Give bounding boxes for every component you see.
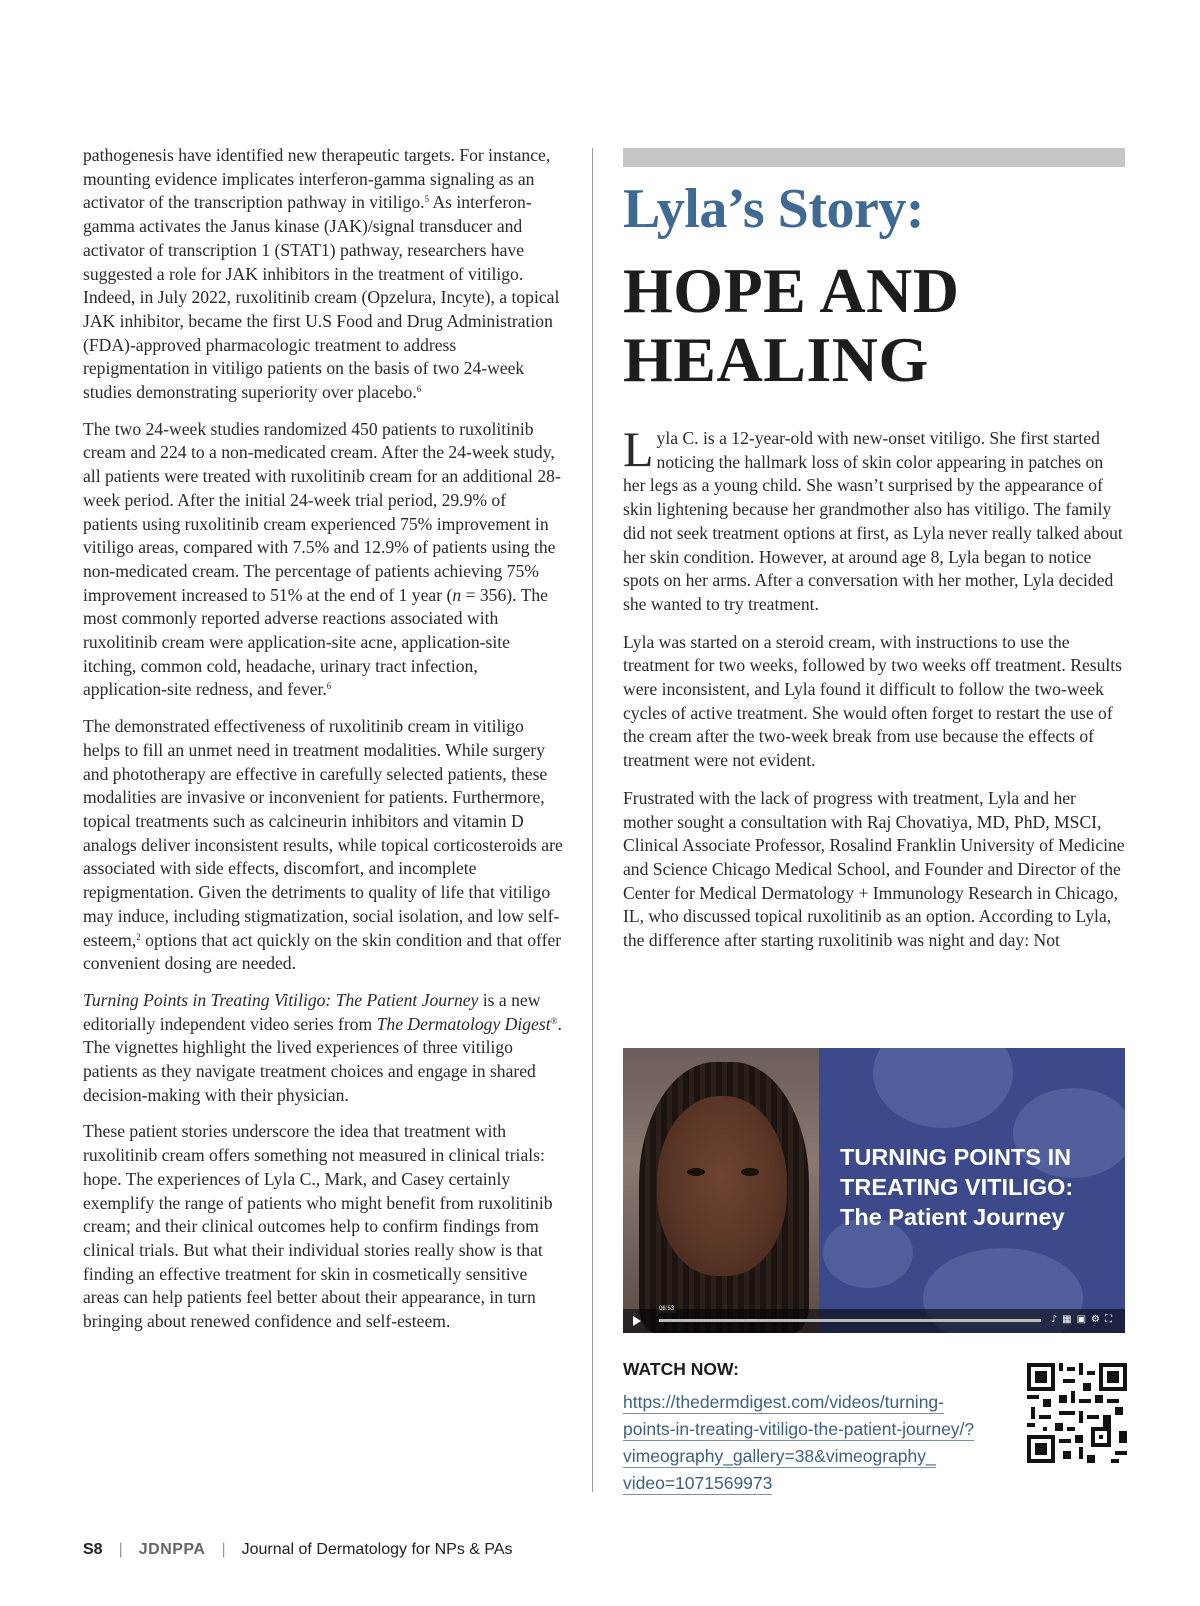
face — [657, 1096, 787, 1276]
separator: | — [118, 1541, 123, 1558]
reference-marker: 5 — [424, 194, 430, 205]
play-icon[interactable] — [633, 1316, 641, 1326]
paragraph: These patient stories underscore the idea that treatment with ruxolitinib cream offers something not measured in clinical trials: hope. The experiences of Lyla C., Mark, and Casey certainly exemplify the range of patients who might benefit from ruxolitinib cream; and their clinical outcomes help to confirm findings from clinical trials. But what their individual stories really show is that finding an effective treatment for skin in cosmetically sensitive areas can help patients feel better about their appearance, in turn bringing about renewed confidence and self-esteem. — [83, 1121, 553, 1332]
patient-photo — [623, 1048, 819, 1333]
paragraph: Lyla C. is a 12-year-old with new-onset vitiligo. She first started noticing the hallmark loss of skin color appearing in patches on her legs as a young child. She wasn’t surprised by the appearance of skin lightening because her grandmother also has vitiligo. The family did not seek treatment options at first, as Lyla never really talked about her skin condition. However, at around age 8, Lyla began to notice spots on her arms. After a conversation with her mother, Lyla decided she wanted to try treatment. — [623, 421, 1123, 614]
paragraph: The demonstrated effectiveness of ruxolitinib cream in vitiligo helps to fill an unmet need in treatment modalities. While surgery and phototherapy are effective in carefully selected patients, these modalities are invasive or inconvenient for patients. Furthermore, topical treatments such as calcineurin inhibitors and vitamin D analogs deliver inconsistent results, while topical corticosteroids are associated with side effects, discomfort, and incomplete repigmentation. Given the detriments to quality of life that vitiligo may induce, including stigmatization, social isolation, and low self-esteem,$^2$ options that act quickly on the skin condition and that offer convenient dosing are needed. — [83, 716, 563, 974]
video-controls — [623, 1306, 1125, 1333]
page-footer — [83, 1541, 513, 1559]
watch-now-block — [623, 1359, 1013, 1498]
paragraph: pathogenesis have identified new therapeutic targets. For instance, mounting evidence implicates interferon-gamma signaling as an activator of the transcription pathway in vitiligo.$^5$ As interferon-gamma activates the Janus kinase (JAK)/signal transducer and activator of transcription 1 (STAT1) pathway, researchers have suggested a role for JAK inhibitors in the treatment of vitiligo. Indeed, in July 2022, ruxolitinib cream (Opzelura, Incyte), a topical JAK inhibitor, became the first U.S Food and Drug Administration (FDA)-approved pharmacologic treatment to address repigmentation in vitiligo patients on the basis of two 24-week studies demonstrating superiority over placebo.$^6$ — [83, 145, 560, 403]
separator: | — [221, 1541, 226, 1558]
video-link[interactable]: https://thedermdigest.com/videos/turning- points-in-treating-vitiligo-the-patient-journey/? vimeography_gallery=38&vimeography_ video=1071569973 — [623, 1392, 975, 1493]
fullscreen-icon[interactable]: ⛶ — [1105, 1314, 1117, 1325]
captions-icon[interactable]: ▦ — [1062, 1314, 1077, 1325]
paragraph: Lyla was started on a steroid cream, with instructions to use the treatment for two weeks, followed by two weeks off treatment. Results were inconsistent, and Lyla found it difficult to follow the two-week cycles of active treatment. She would often forget to restart the use of the cream after the two-week break from use because the effects of treatment were not evident. — [623, 631, 1123, 771]
column-divider — [592, 148, 593, 1492]
page-number: S8 — [83, 1541, 103, 1558]
paragraph: Turning Points in Treating Vitiligo: The Patient Journey is a new editorially independent video series from The Dermatology Digest®. The vignettes highlight the lived experiences of three vitiligo patients as they navigate treatment choices and engage in shared decision-making with their physician. — [83, 989, 562, 1105]
article-left-column — [83, 144, 565, 1347]
watch-now-label: WATCH NOW: — [623, 1359, 739, 1379]
drop-cap: L — [623, 421, 654, 477]
control-icons — [1051, 1314, 1117, 1325]
video-title: TURNING POINTS IN TREATING VITILIGO: The Patient Journey — [840, 1144, 1074, 1230]
journal-abbreviation: JDNPPA — [138, 1541, 206, 1558]
eye — [741, 1168, 759, 1176]
timestamp: 06:53 — [659, 1306, 675, 1312]
video-thumbnail[interactable] — [623, 1048, 1125, 1333]
reference-marker: 2 — [136, 931, 141, 942]
sidebar-story — [623, 148, 1125, 967]
story-title: Lyla’s Story: — [623, 178, 924, 240]
volume-icon[interactable]: ♪ — [1050, 1314, 1063, 1325]
story-body — [623, 421, 1125, 953]
pip-icon[interactable]: ▣ — [1076, 1314, 1092, 1325]
reference-marker: 6 — [326, 681, 332, 692]
paragraph: The two 24-week studies randomized 450 patients to ruxolitinib cream and 224 to a non-medicated cream. After the 24-week study, all patients were treated with ruxolitinib cream for an additional 28-week period. After the initial 24-week trial period, 29.9% of patients using ruxolitinib cream experienced 75% improvement in vitiligo areas, compared with 7.5% and 12.9% of patients using the non-medicated cream. The percentage of patients achieving 75% improvement increased to 51% at the end of 1 year (n = 356). The most commonly reported adverse reactions associated with ruxolitinib cream were application-site acne, application-site itching, common cold, headache, urinary tract infection, application-site redness, and fever.$^6$ — [83, 418, 561, 700]
journal-name: Journal of Dermatology for NPs & PAs — [241, 1541, 513, 1558]
story-heading: HOPE AND HEALING — [623, 255, 960, 395]
settings-icon[interactable]: ⚙ — [1091, 1314, 1105, 1325]
paragraph: Frustrated with the lack of progress with treatment, Lyla and her mother sought a consultation with Raj Chovatiya, MD, PhD, MSCI, Clinical Associate Professor, Rosalind Franklin University of Medicine and Science Chicago Medical School, and Founder and Director of the Center for Medical Dermatology + Immunology Research in Chicago, IL, who discussed topical ruxolitinib as an option. According to Lyla, the difference after starting ruxolitinib was night and day: Not — [623, 787, 1125, 951]
qr-code-icon[interactable] — [1027, 1363, 1127, 1463]
progress-bar[interactable] — [659, 1319, 1041, 1322]
reference-marker: 6 — [416, 384, 422, 395]
header-bar — [623, 148, 1125, 167]
eye — [687, 1168, 705, 1176]
background-blob — [873, 1048, 1013, 1128]
